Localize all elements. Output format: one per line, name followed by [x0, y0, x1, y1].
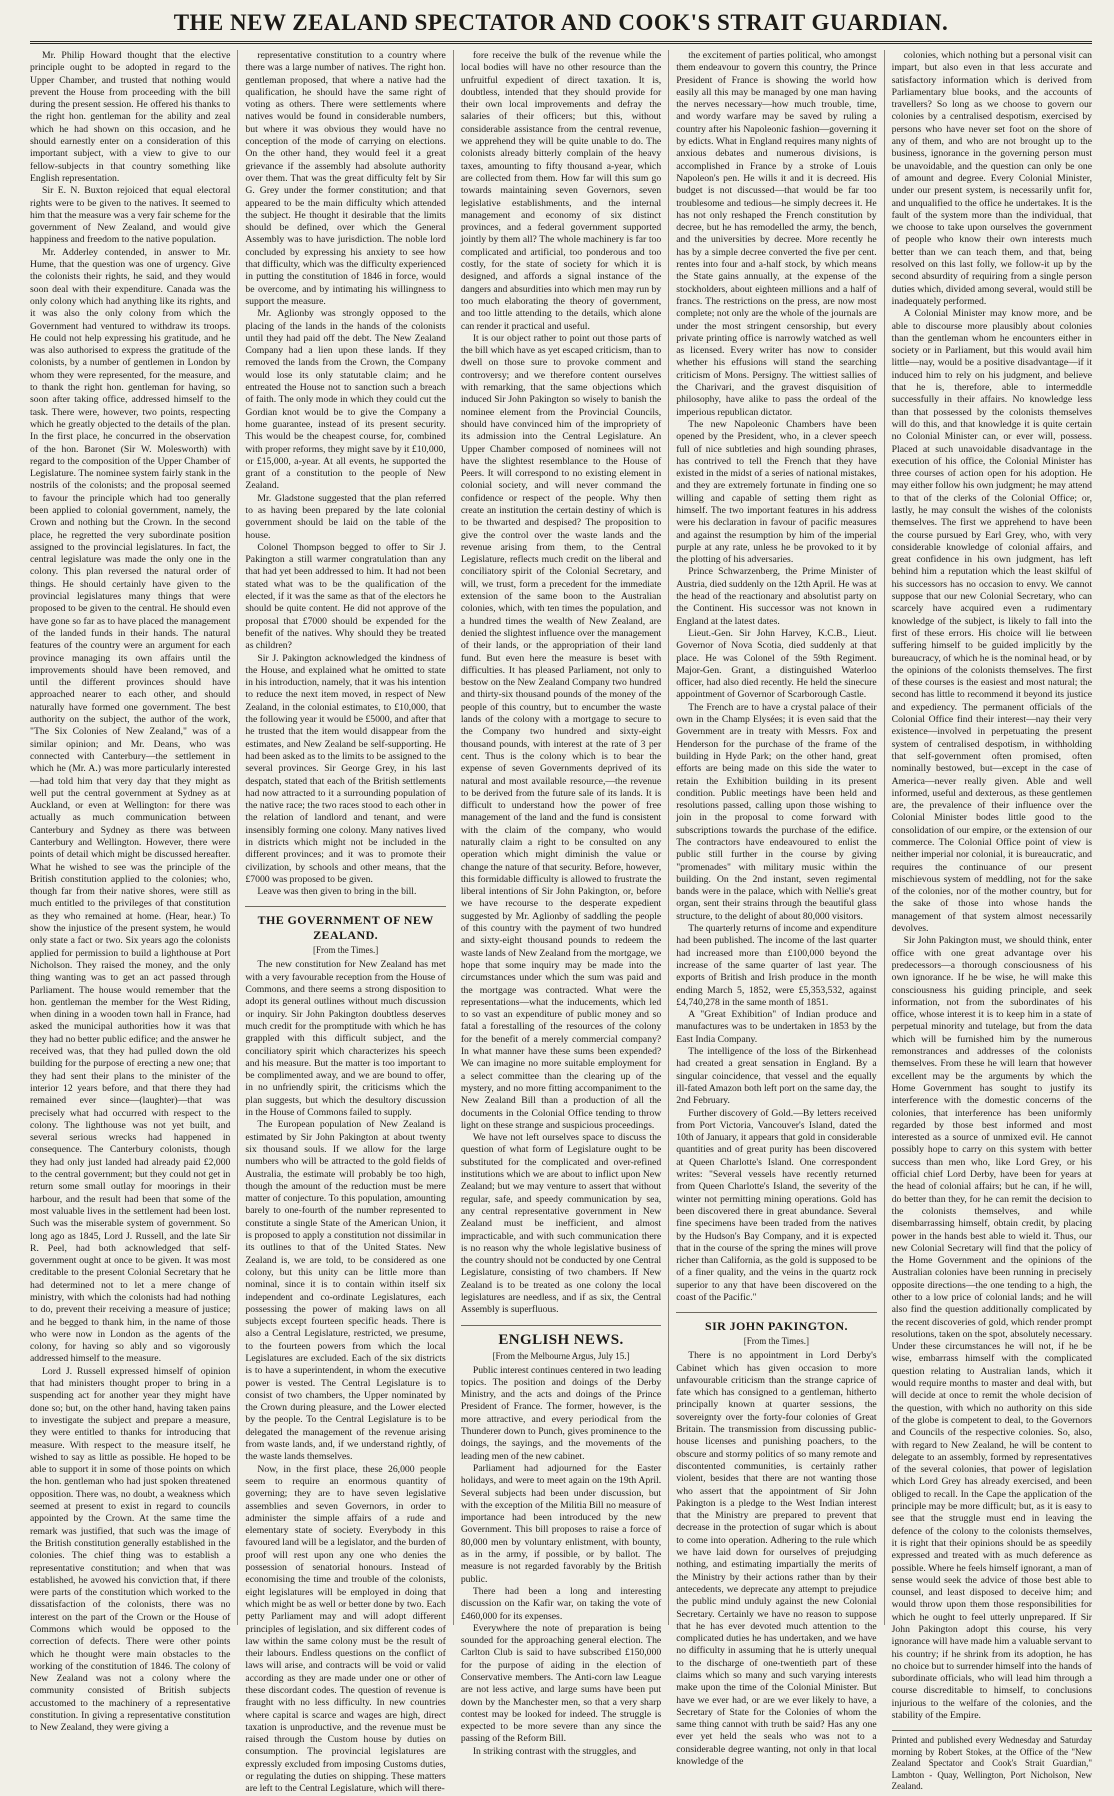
paragraph: Lieut.-Gen. Sir John Harvey, K.C.B., Lieut. Governor of Nova Scotia, died suddenly at that place. He was Colonel of the 59th Regiment. Major-Gen. Grant, a distinguished Waterloo officer, had also died recently. He held the sinecure appointment of Governor of Scarborough Castle.: [676, 627, 877, 701]
column-5: [891, 50, 1093, 1792]
paragraph: Sir J. Pakington acknowledged the kindness of the House, and explained what he omitted to state in his introduction, namely, that it was his intention to reduce the next item moved, in respect of New Zealand, in the colonial estimates, to £10,000, that the following year it would be £5000, and after that he trusted that the item would disappear from the estimates, and New Zealand be self-supporting. He had been asked as to the limits to be assigned to the several provinces. Sir George Grey, in his last despatch, stated that each of the British settlements had now attracted to it a surrounding population of the native race; the two races stood to each other in the relation of landlord and tenant, and were insensibly forming one colony. Many natives lived in districts which might not be included in the different provinces; and it was to promote their civilization, by schools and other means, that the £7000 was proposed to be given.: [245, 652, 446, 885]
column-1: [30, 50, 238, 1734]
paragraph: Mr. Adderley contended, in answer to Mr. Hume, that the question was one of urgency. Give the colonists their rights, he said, and they would soon deal with their expenditure. Canada was the only colony which had anything like its rights, and it was also the only colony from which the Government had ventured to withdraw its troops. He could not help expressing his gratitude, and he was also authorised to express the gratitude of the colonists, by a number of gentlemen in London by whom they were represented, for the measure, and to thank the right hon. gentleman for having, so soon after taking office, addressed himself to the task. There were, however, two points, respecting which he greatly objected to the details of the plan. In the first place, he concurred in the observation of the hon. Baronet (Sir W. Molesworth) with regard to the composition of the Upper Chamber of Legislature. The nominee system fairly stank in the nostrils of the colonists; and the proposal seemed to favour the principle which had too generally been applied to colonial government, namely, the Crown and nothing but the Crown. In the second place, he regretted the very subordinate position assigned to the provincial legislatures. In fact, the central legislature was made the only one in the colony. This plan reversed the natural order of things. He should certainly have given to the provincial legislatures many things that were proposed to be given to the central. He should even have gone so far as to have placed the management of the landed funds in their hands. The natural features of the country were an argument for each province managing its own affairs until the improvements should have been removed, and until the different provinces should have approached nearer to each other, and should naturally have formed one government. The best authority on the subject, the author of the work, "The Six Colonies of New Zealand," was of a similar opinion; and Mr. Deans, who was connected with Canterbury—the settlement in which he (Mr. A.) was more particularly interested—had told him that very day that they might as well put the central government at Sydney as at Auckland, or even at Wellington: for there was actually as much communication between Canterbury and Sydney as there was between Canterbury and Wellington. However, there were points of detail which might be discussed hereafter. What he wished to see was the principle of the British constitution applied to the colonies; who, though far from their native shores, were still as much entitled to the privileges of that constitution as they who remained at home. (Hear, hear.) To show the injustice of the present system, he would only state a fact or two. Six years ago the colonists applied for permission to build a lighthouse at Port Nicholson. They raised the money, and the only thing wanting was to get an act passed through Parliament. The house would remember that the hon. gentleman the member for the West Riding, when dining in a wooden town hall in France, had asked the municipal authorities how it was that they had no better public edifice; and the answer he received was, that they had pulled down the old building for the purpose of erecting a new one; that they had sent their plans to the minister of the interior 12 years before, and that there they had remained ever since—(laughter)—that was precisely what had occurred with respect to the colony. The lighthouse was not yet built, and several serious wrecks had happened in consequence. The Canterbury colonists, though they had only just landed had already paid £2,000 to the central government; but they could not get in return some small outlay for moorings in their harbour, and the result had been that some of the most valuable lives in the settlement had been lost. Such was the miserable system of government. So long ago as 1845, Lord J. Russell, and the late Sir R. Peel, had both acknowledged that self-government ought at once to be given. It was most creditable to the present Colonial Secretary that he had determined not to let a mere change of ministry, with which the colonists had had nothing to do, prevent their receiving a measure of justice; and he begged to thank him, in the name of those who were now in London as the agents of the colony, for having so ably and so vigorously addressed himself to the measure.: [30, 246, 231, 1365]
imprint-text: Printed and published every Wednesday and Saturday morning by Robert Stokes, at the Office of the "New Zealand Spectator and Cook's Strait Guardian," Lambton - Quay, Wellington, Port Nicholson, New Zealand.: [891, 1735, 1093, 1792]
paragraph: The quarterly returns of income and expenditure had been published. The income of the last quarter had increased more than £100,000 beyond the increase of the same quarter of last year. The exports of British and Irish produce in the month ending March 5, 1852, were £5,353,532, against £4,740,278 in the same month of 1851.: [676, 923, 877, 1008]
paragraph: colonies, which nothing but a personal visit can impart, but also even in that less accurate and satisfactory information which is derived from Parliamentary blue books, and the accounts of travellers? So long as we choose to govern our colonies by a centralised despotism, exercised by persons who have never set foot on the shore of any of them, and who are not brought up to the business, ignorance in the governing person must be unavoidable, and the question can only be one of amount and degree. Every Colonial Minister, under our present system, is necessarily unfit for, and unqualified to the office he undertakes. It is the fault of the system more than the individual, that we choose to take upon ourselves the government of people who know their own interests much better than we can teach them, and that, being resolved on this last folly, we follow-it up by the second absurdity of requiring from a single person duties which, divided among several, would still be inadequately performed.: [891, 50, 1093, 307]
col5-text: [892, 50, 1092, 1722]
article-source-times-2: [From the Times.]: [743, 1336, 810, 1347]
masthead-title: THE NEW ZEALAND SPECTATOR AND COOK'S STRAIT GUARDIAN.: [30, 10, 1092, 44]
paragraph: Parliament had adjourned for the Easter holidays, and were to meet again on the 19th April. Several subjects had been under discussion, but with the exception of the Militia Bill no measure of importance had been introduced by the new Government. This bill proposes to raise a force of 80,000 men by voluntary enlistment, with bounty, as in the army, if possible, or by ballot. The measure is not regarded favorably by the British public.: [460, 1462, 662, 1585]
col3b-text: [461, 1365, 661, 1759]
paragraph: The new constitution for New Zealand has met with a very favourable reception from the House of Commons, and there seems a strong disposition to adopt its general outlines without much discussion or inquiry. Sir John Pakington doubtless deserves much credit for the promptitude with which he has grappled with this difficult subject, and the conciliatory spirit which characterizes his speech and his measure. But the matter is too important to be complimented away, and we are bound to offer, in no unfriendly spirit, the criticisms which the plan suggests, but which the desultory discussion in the House of Commons failed to supply.: [245, 959, 446, 1119]
paragraph: The new Napoleonic Chambers have been opened by the President, who, in a clever speech full of nice subtleties and high sounding phrases, has contrived to tell the French that they have existed in the midst of a series of national mistakes, and they are extremely fortunate in finding one so willing and capable of setting them right as himself. The two important features in his address were his declaration in favour of pacific measures and against the resumption by him of the imperial purple at any rate, unless he be provoked to it by the plotting of his adversaries.: [676, 418, 877, 566]
col1-text: [30, 50, 230, 1735]
imprint: [892, 1730, 1092, 1793]
paragraph: Leave was then given to bring in the bill.: [257, 886, 417, 898]
paragraph: representative constitution to a country where there was a large number of natives. The right hon. gentleman proposed, that where a native had the qualification, he should have the same right of voting as others. There were settlements where natives would be found in considerable numbers, but where it was obvious they would have no conception of the mode of carrying on elections. On the other hand, they would feel it a great grievance if the assembly had absolute authority over them. That was the great difficulty felt by Sir G. Grey under the former constitution; and that appeared to be the main difficulty which attended the subject. He thought it desirable that the limits should be defined, over which the General Assembly was to have jurisdiction. The noble lord concluded by expressing his anxiety to see how that difficulty, which was the difficulty experienced in putting the constitution of 1846 in force, would be overcome, and by intimating his willingness to support the measure.: [245, 50, 446, 307]
paragraph: The French are to have a crystal palace of their own in the Champ Elysées; it is even said that the Government are in treaty with Messrs. Fox and Henderson for the purchase of the frame of the building in Hyde Park; on the other hand, great efforts are being made on this side the water to retain the Exhibition building in its present condition. Public meetings have been held and resolutions passed, calling upon those wishing to join in the proposal to come forward with subscriptions towards the purchase of the edifice. The contractors have endeavoured to enlist the public still further in the course by giving "promenades" with military music within the building. On the 2nd instant, seven regimental bands were in the palace, which with Nellie's great organ, sent their strains through the beautiful glass structure, to the delight of about 80,000 visitors.: [676, 701, 877, 922]
paragraph: A "Great Exhibition" of Indian produce and manufactures was to be undertaken in 1853 by the East India Company.: [676, 1009, 877, 1045]
paragraph: Further discovery of Gold.—By letters received from Port Victoria, Vancouver's Island, dated the 10th of January, it appears that gold in considerable quantities and of great purity has been discovered at Queen Charlotte's Island. One correspondent writes: "Several vessels have recently returned from Queen Charlotte's Island, the severity of the winter not permitting mining operations. Gold has been discovered there in great abundance. Several fine specimens have been traded from the natives by the Hudson's Bay Company, and it is expected that in the course of the spring the mines will prove richer than California, as the gold is supposed to be of a finer quality, and the veins in the quartz rock superior to any that have been discovered on the coast of the Pacific.": [676, 1107, 877, 1303]
col2-text: [245, 50, 445, 898]
paragraph: Lord J. Russell expressed himself of opinion that had ministers thought proper to bring in a suspending act for another year they might have done so; but, on the other hand, having taken pains to investigate the subject and prepare a measure, they were entitled to thanks for introducing that measure. With respect to the measure itself, he wished to say as little as possible. He hoped to be able to support it in some of those points on which the hon. gentleman who had just spoken threatened opposition. There was, no doubt, a weakness which seemed at present to exist in regard to councils appointed by the Crown. At the same time the remark was justified, that such was the image of the British constitution generally established in the colonies. The chief thing was to establish a representative constitution; and when that was established, he avowed his conviction that, if there were parts of the constitution which worked to the dissatisfaction of the colonists, there was no interest on the part of the Crown or the House of Commons which would be opposed to the correction of defects. There were other points which he thought were main obstacles to the working of the constitution of 1846. The colony of New Zealand was not a colony where the community consisted of British subjects accustomed to the machinery of a representative constitution. In giving a representative constitution to New Zealand, they were giving a: [30, 1365, 231, 1734]
paragraph: It is our object rather to point out those parts of the bill which have as yet escaped criticism, than to dwell on those sure to provoke comment and controversy; and we therefore content ourselves with remarking, that the same objections which induced Sir John Pakington so wisely to banish the nominee element from the Provincial Councils, should have convinced him of the impropriety of its admission into the Central Legislature. An Upper Chamber composed of nominees will not have the slightest resemblance to the House of Peers. It will correspond to no existing element in colonial society, and will never command the confidence or respect of the people. Why then create an institution the certain destiny of which is to be thwarted and despised? The proposition to give the control over the waste lands and the revenue arising from them, to the Central Legislature, reflects much credit on the liberal and conciliatory spirit of the Colonial Secretary, and will, we trust, form a precedent for the immediate extension of the same boon to the Australian colonies, which, with ten times the population, and a hundred times the wealth of New Zealand, are denied the slightest influence over the management of their lands, or the appropriation of their land fund. But even here the measure is beset with difficulties. It has pleased Parliament, not only to bestow on the New Zealand Company two hundred and thirty-six thousand pounds of the money of the people of this country, but to encumber the waste lands of the colony with a mortgage to secure to the Company two hundred and sixty-eight thousand pounds, with interest at the rate of 3 per cent. Thus is the colony which is to bear the expense of seven Governments deprived of its natural and most available resource,—the revenue to be derived from the future sale of its lands. It is difficult to understand how the power of free management of the land and the fund is consistent with the claim of the company, who would naturally claim a right to be consulted on any operation which might diminish the value or change the nature of that security. Before, however, this formidable difficulty is allowed to frustrate the liberal intentions of Sir John Pakington, or, before we have recourse to the desperate expedient suggested by Mr. Aglionby of saddling the people of this country with the payment of two hundred and sixty-eight thousand pounds to redeem the waste lands of New Zealand from the mortgage, we hope that some inquiry may be made into the circumstances under which the sum was paid and the mortgage was contracted. What were the representations—what the inducements, which led to so vast an expenditure of public money and so fatal a forestalling of the resources of the colony for the benefit of a merely commercial company? In what manner have these sums been expended? We can imagine no more suitable employment for a select committee than the clearing up of the mystery, and no more fitting accompaniment to the New Zealand Bill than a production of all the documents in the Colonial Office tending to throw light on these strange and suspicious proceedings.: [460, 332, 662, 1131]
paragraph: the excitement of parties political, who amongst them endeavour to govern this country, the Prince President of France is showing the world how easily all this may be managed by one man having the nerves necessary—how much trouble, time, and wordy warfare may be saved by ruling a country after his Napoleonic fashion—governing it by edicts. What in England requires many nights of anxious debates and numerous divisions, is accomplished in France by a stroke of Louis Napoleon's pen. He wills it and it is decreed. His budget is not discussed—that would be far too troublesome and tedious—he simply decrees it. He has not only reshaped the French constitution by decree, but he has remodelled the army, the bench, and the universities by decree. More recently he has by a simple decree converted the five per cent. rentes into four and a-half stock, by which means the State gains annually, at the expense of the stockholders, about eighteen millions and a half of francs. The restrictions on the press, are now most complete; not only are the whole of the journals are under the most stringent censorship, but every private printing office is narrowly watched as well as licensed. Every writer has now to consider whether his effusions will stand the searching criticism of Mons. Persigny. The wittiest sallies of the Charivari, and the gravest disquisition of philosophy, have alike to pass the ordeal of the imperious republican dictator.: [676, 50, 877, 418]
paragraph: Mr. Aglionby was strongly opposed to the placing of the lands in the hands of the colonists until they had paid off the debt. The New Zealand Company had a lien upon these lands. If they removed the lands from the Crown, the Company would lose its only statutable claim; and he entreated the House not to sanction such a breach of faith. The only mode in which they could cut the Gordian knot would be to give the Company a home guarantee, instead of its present security. This would be the cheapest course, for, combined with proper reforms, they might save by it £10,000, or £15,000, a-year. At all events, he supported the grant of a constitution to the people of New Zealand.: [245, 308, 446, 492]
paragraph: There is no appointment in Lord Derby's Cabinet which has given occasion to more unfavourable criticism than the strange caprice of fate which has consigned to a gentleman, hitherto principally known at quarter sessions, the sovereignty over the forty-four colonies of Great Britain. The transmission from discussing public-house licenses and punishing poachers, to the obscure and stormy politics of so many remote and discontented communities, is certainly rather violent, besides that there are not wanting those who assert that the appointment of Sir John Pakington is a pledge to the West Indian interest that the Ministry are prepared to prevent that decrease in the protection of sugar which is about to come into operation. Adhering to the rule which we have laid down for ourselves of prejudging nothing, and estimating impartially the merits of the Ministry by their actions rather than by their antecedents, we deprecate any attempt to prejudice the public mind unduly against the new Colonial Secretary. Certainly we have no reason to suppose that he has ever devoted much attention to the complicated duties he has undertaken, and we have no difficulty in assuming that he is utterly unequal to the discharge of one-twentieth part of these claims which so many and such varying interests make upon the time of the Colonial Minister. But have we ever had, or are we ever likely to have, a Secretary of State for the Colonies of whom the same thing cannot with truth be said? Has any one ever yet held the seals who was not to a considerable degree wanting, not only in that local knowledge of the: [676, 1350, 877, 1768]
paragraph: Sir John Pakington must, we should think, enter office with one great advantage over his predecessors—a thorough consciousness of his own ignorance. If he be wise, he will make this consciousness his guiding principle, and seek information, not from the subordinates of his office, whose interest it is to keep him in a state of perpetual minority and tutelage, but from the data which will be furnished him by the numerous remonstrances and addresses of the colonists themselves. From these he will learn that however excellent may be the arguments by which the Home Government has sought to justify its interference with the domestic concerns of the colonies, that interference has been uniformly regarded by those best informed and most interested as a source of unmixed evil. He cannot possibly hope to carry on this system with better success than men who, like Lord Grey, or his official chief Lord Derby, have been for years at the head of colonial affairs; but he can, if he will, do better than they, for he can remit the decision to the colonists themselves, and while disembarrassing himself, obtain credit, by placing power in the hands best able to wield it. Thus, our new Colonial Secretary will find that the policy of the Home Government and the opinions of the Australian colonies have been running in precisely opposite directions—the one tending to a high, the other to a low price of colonial lands; and he will also find the question additionally complicated by the recent discoveries of gold, which render prompt resolutions, taken on the spot, absolutely necessary. Under these circumstances he will not, if he be wise, embarrass himself with the complicated question relating to Australian lands, which it would require months to master and deal with, but will decide at once to remit the whole decision of the question, with which no authority on this side of the globe is competent to deal, to the Governors and Councils of the respective colonies. So, also, with regard to New Zealand, he will be content to delegate to an assembly, formed by representatives of the several colonies, that power of legislation which Lord Grey has already exercised, and been obliged to recall. In the Cape the application of the principle may be more difficult; but, as it is easy to see that the struggle must end in leaving the defence of the colony to the colonists themselves, it is right that their opinions should be as speedily expressed and treated with as much deference as possible. Where he feels himself ignorant, a man of sense would seek the advice of those best able to counsel, and least disposed to deceive him; and would throw upon them those responsibilities for which he ought to feel utterly unprepared. If Sir John Pakington adopt this course, his very ignorance will have made him a valuable servant to his country; if he shrink from its adoption, he has no choice but to surrender himself into the hands of subordinate officials, who will lead him through a course discreditable to himself, to conclusions injurious to the welfare of the colonies, and the stability of the Empire.: [891, 935, 1093, 1722]
paragraph: We have not left ourselves space to discuss the question of what form of Legislature ought to be substituted for the complicated and over-refined institutions which we are about to inflict upon New Zealand; but we may venture to assert that without regular, safe, and speedy communication by sea, any central representative government in New Zealand must be inefficient, and almost impracticable, and with such communication there is no reason why the whole legislative business of the country should not be conducted by one Central Legislature, consisting of two chambers. If New Zealand is to be treated as one colony the local legislatures are needless, and if as six, the Central Assembly is superfluous.: [460, 1132, 662, 1316]
column-2: [245, 50, 453, 1795]
paragraph: Everywhere the note of preparation is being sounded for the approaching general election. The Carlton Club is said to have subscribed £150,000 for the purpose of aiding in the election of Conservative members. The Anti-corn law League are not less active, and large sums have been put down by the Manchester men, so that a very sharp contest may be looked for indeed. The struggle is expected to be more severe than any since the passing of the Reform Bill.: [460, 1622, 662, 1745]
column-3: [460, 50, 669, 1757]
article-heading-pakington: SIR JOHN PAKINGTON.: [676, 1312, 876, 1334]
column-4: [676, 50, 884, 1768]
article-heading-english-news: ENGLISH NEWS.: [461, 1325, 661, 1349]
paragraph: Sir E. N. Buxton rejoiced that equal electoral rights were to be given to the natives. It seemed to him that the measure was a very fair scheme for the government of New Zealand, and would give happiness and freedom to the native population.: [30, 185, 231, 246]
paragraph: Mr. Philip Howard thought that the elective principle ought to be adopted in regard to the Upper Chamber, and trusted that nothing would prevent the House from proceeding with the bill during the present session. He offered his thanks to the right hon. gentleman for the ability and zeal which he had shown on this occasion, and he should earnestly enter on a consideration of this important subject, with a view to give to our fellow-subjects in that country something like English representation.: [30, 50, 231, 184]
paragraph: There had been a long and interesting discussion on the Kafir war, on taking the vote of £460,000 for its expenses.: [460, 1585, 662, 1622]
paragraph: Now, in the first place, these 26,000 people seem to require an enormous quantity of governing; they are to have seven legislative assemblies and seven Governors, in order to administer the simple affairs of a rude and elementary state of society. Everybody in this favoured land will be a legislator, and the burden of proof will rest upon any one who denies the possession of senatorial honours. Instead of economising the time and trouble of the colonists, eight legislatures will be employed in doing that which might be as well or better done by two. Each petty Parliament may and will adopt different principles of legislation, and six different codes of law within the same colony must be the result of their labours. Endless questions on the conflict of laws will arise, and contracts will be void or valid according as they are made under one or other of these discordant codes. The question of revenue is fraught with no less difficulty. In new countries where capital is scarce and wages are high, direct taxation is unproductive, and the revenue must be raised through the Custom house by duties on consumption. The provincial legislatures are expressly excluded from imposing Customs duties, or regulating the duties on shipping. These matters are left to the Central Legislature, which will there-: [245, 1463, 446, 1795]
paragraph: Prince Schwarzenberg, the Prime Minister of Austria, died suddenly on the 12th April. He was at the head of the reactionary and absolutist party on the Continent. His successor was not known in England at the latest dates.: [676, 566, 877, 627]
col3-text: [461, 50, 661, 1317]
article-source-argus: [From the Melbourne Argus, July 15.]: [492, 1350, 630, 1361]
paragraph: The European population of New Zealand is estimated by Sir John Pakington at about twenty six thousand souls. If we allow for the large numbers who will be attracted to the gold fields of Australia, the estimate will probably be too high, though the amount of the reduction must be mere matter of conjecture. To this population, amounting barely to one-fourth of the number represented to constitute a single State of the American Union, it is proposed to apply a constitution not dissimilar in its outlines to that of the United States. New Zealand is, we are told, to be considered as one colony, but this unity can be little more than nominal, since it is to contain within itself six independent and co-ordinate Legislatures, each possessing the power of making laws on all subjects except fourteen specific heads. There is also a Central Legislature, restricted, we presume, to the fourteen powers from which the local Legislatures are excluded. Each of the six districts is to have a superintendent, in whom the executive power is vested. The Central Legislature is to consist of two chambers, the Upper nominated by the Crown during pleasure, and the Lower elected by the people. To the Central Legislature is to be delegated the management of the revenue arising from waste lands, and, if we understand rightly, of the waste lands themselves.: [245, 1119, 446, 1463]
paragraph: Mr. Gladstone suggested that the plan referred to as having been prepared by the late colonial government should be laid on the table of the house.: [245, 492, 446, 541]
col4-text: [676, 50, 876, 1304]
paragraph: In striking contrast with the struggles, and: [472, 1745, 637, 1757]
paragraph: A Colonial Minister may know more, and be able to discourse more plausibly about colonies than the gentleman whom he encounters either in society or in Parliament, but this would avail him little—nay, would be a positive disadvantage—if it induced him to rely on his judgment, and believe that he is, therefore, able to intermeddle successfully in their affairs. No knowledge less than that possessed by the colonists themselves will do this, and that knowledge it is quite certain no Colonial Minister can, or ever will, possess. Placed at such unavoidable disadvantage in the execution of his office, the Colonial Minister has three courses of action open for his adoption. He may either follow his own judgment; he may attend to that of the clerks of the Colonial Office; or, lastly, he may consult the wishes of the colonists themselves. The first we apprehend to have been the course pursued by Earl Grey, who, with very considerable knowledge of colonial affairs, and great confidence in his own judgment, has left behind him a reputation which the least skilful of his successors has no occasion to envy. We cannot suppose that our new Colonial Secretary, who can scarcely have acquired even a rudimentary knowledge of the subject, is likely to fall into the first of these errors. His choice will lie between suffering himself to be guided implicitly by the bureaucracy, of which he is the nominal head, or by the opinions of the colonists themselves. The first of these courses is the easiest and most natural; the second has little to recommend it beyond its justice and expediency. The permanent officials of the Colonial Office find their interest—nay their very existence—involved in perpetuating the present system of centralised despotism, in withholding that self-government often promised, often nominally bestowed, but—except in the case of America—never really given. Able and well informed, useful and dexterous, as these gentlemen are, the prevalence of their influence over the Colonial Minister bodes little good to the consolidation of our empire, or the extension of our commerce. The Colonial Office point of view is neither imperial nor colonial, it is bureaucratic, and requires the continuance of our present mischievous system of meddling, not for the sake of the colonies, nor of the mother country, but for the sake of those into whose hands the management of that system almost necessarily devolves.: [891, 308, 1093, 935]
col2b-text: [245, 959, 445, 1795]
paragraph: The intelligence of the loss of the Birkenhead had created a great sensation in England. By a singular coincidence, that vessel and the equally ill-fated Amazon both left port on the same day, the 2nd February.: [676, 1046, 877, 1107]
columns: [30, 50, 1093, 1795]
article-source-times: [From the Times.]: [312, 945, 379, 956]
paragraph: Public interest continues centered in two leading topics. The position and doings of the Derby Ministry, and the acts and doings of the Prince President of France. The former, however, is the more attractive, and every periodical from the Thunderer down to Punch, gives prominence to the doings, the sayings, and the movements of the leading men of the new cabinet.: [460, 1364, 662, 1462]
article-heading-government: THE GOVERNMENT OF NEW ZEALAND.: [245, 906, 445, 943]
col4b-text: [676, 1350, 876, 1768]
paragraph: fore receive the bulk of the revenue while the local bodies will have no other resource than the unfruitful expedient of direct taxation. It is, doubtless, intended that they should provide for their own local improvements and defray the salaries of their officers; but this, without considerable assistance from the central revenue, we apprehend they will be quite unable to do. The colonists already bitterly complain of the heavy taxes, amounting to fifty thousand a-year, which are collected from them. How far will this sum go towards maintaining seven Governors, seven legislative establishments, and the internal management and economy of six distinct provinces, and a federal government supported jointly by them all? The whole machinery is far too complicated and artificial, too ponderous and too costly, for the state of society for which it is designed, and affords a signal instance of the dangers and absurdities into which men may run by too much elaborating the theory of government, and too little attending to the details, which alone can render it practical and useful.: [460, 50, 662, 332]
paragraph: Colonel Thompson begged to offer to Sir J. Pakington a still warmer congratulation than any that had yet been addressed to him. It had not been stated what was to be the qualification of the elected, if it was the same as that of the electors he should be quite content. He did not approve of the proposal that £7000 should be expended for the benefit of the natives. Why should they be treated as children?: [245, 541, 446, 652]
